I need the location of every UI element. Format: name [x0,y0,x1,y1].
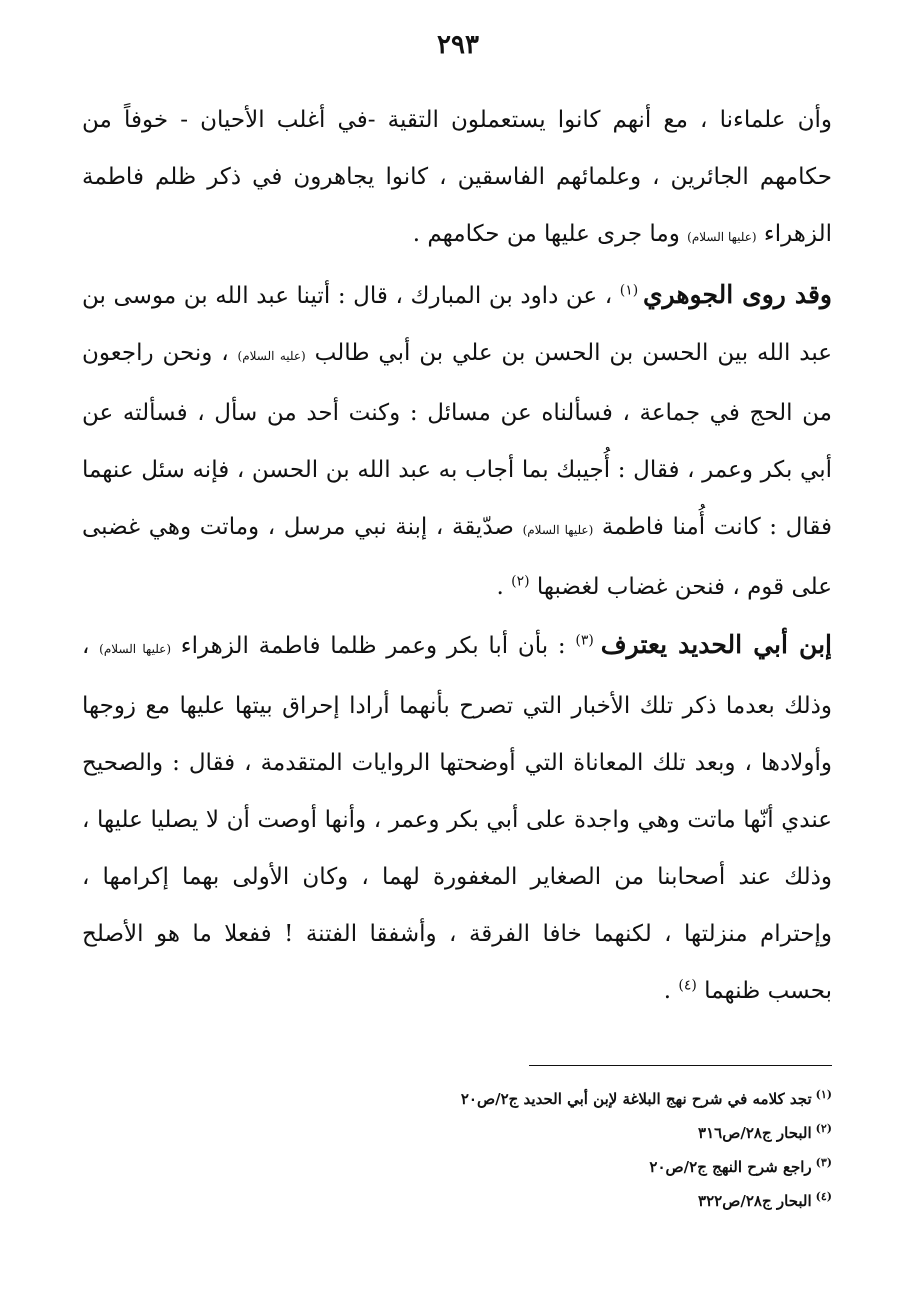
paragraph [82,266,832,616]
text-run: . [663,978,679,1004]
footnote-item [82,1082,832,1116]
text-run: . [496,574,512,600]
main-text [82,92,832,1020]
text-run: ، وذلك بعدما ذكر تلك الأخبار التي تصرح بأنهما أرادا إحراق بيتها عليها مع زوجها وأولادها ، وبعد تلك المعاناة التي أوضحتها الروايات المتقدمة ، فقال : والصحيح عندي أنّها ماتت وهي واجدة على أبي بكر وعمر ، وأنها أوصت أن لا يصليا عليها ، وذلك عند أصحابنا من الصغاير المغفورة لهما ، وكان الأولى بهما إكرامها ، وإحترام منزلتها ، لكنهما خافا الفرقة ، وأشفقا الفتنة ! ففعلا ما هو الأصلح بحسب ظنهما [82,633,832,1004]
footnote-ref: (٢) [511,573,530,590]
footnote-number: (٤) [815,1190,832,1203]
footnote-separator [529,1065,832,1066]
paragraph-lead: وقد روى الجوهري [642,280,832,309]
honorific: (عليه السلام) [237,349,306,363]
footnote-number: (٢) [815,1122,832,1135]
text-run: وما جرى عليها من حكامهم . [412,221,688,247]
text-run: صدّيقة ، إبنة نبي مرسل ، وماتت وهي غضبى على قوم ، فنحن غضاب لغضبها [82,514,832,600]
honorific: (عليها السلام) [99,642,172,656]
footnote-item [82,1116,832,1150]
footnote-text: تجد كلامه في شرح نهج البلاغة لإبن أبي الحديد ج٢/ص٢٠ [460,1090,812,1108]
honorific: (عليها السلام) [522,523,594,537]
text-run: ، ونحن راجعون من الحج في جماعة ، فسألناه عن مسائل : وكنت أحد من سأل ، فسألته عن أبي بكر وعمر ، فقال : أُجيبك بما أجاب به عبد الله بن الحسن ، فإنه سئل عنهما فقال : كانت أُمنا فاطمة [82,340,832,540]
page-number: ٢٩٣ [437,30,479,60]
footnote-text: البحار ج٢٨/ص٣٢٢ [698,1192,812,1210]
footnote-text: البحار ج٢٨/ص٣١٦ [698,1124,812,1142]
text-run: : بأن أبا بكر وعمر ظلما فاطمة الزهراء [171,633,576,659]
footnotes [82,1082,832,1218]
footnote-item [82,1184,832,1218]
footnote-text: راجع شرح النهج ج٢/ص٢٠ [649,1158,812,1176]
paragraph-lead: إبن أبي الحديد يعترف [600,630,832,659]
footnote-number: (١) [815,1088,832,1101]
text-run: وأن علماءنا ، مع أنهم كانوا يستعملون التقية -في أغلب الأحيان - خوفاً من حكامهم الجائرين ، وعلمائهم الفاسقين ، كانوا يجاهرون في ذكر ظلم فاطمة الزهراء [82,107,833,247]
paragraph [82,616,832,1020]
footnote-number: (٣) [815,1156,832,1169]
honorific: (عليها السلام) [687,230,757,244]
text-run: ، عن داود بن المبارك ، قال : أتينا عبد الله بن موسى بن عبد الله بين الحسن بن الحسن بن علي بن أبي طالب [82,283,833,366]
footnote-item [82,1150,832,1184]
footnote-ref: (٣) [575,632,601,649]
footnote-ref: (١) [619,282,643,299]
footnote-ref: (٤) [678,977,697,994]
paragraph [82,92,832,266]
